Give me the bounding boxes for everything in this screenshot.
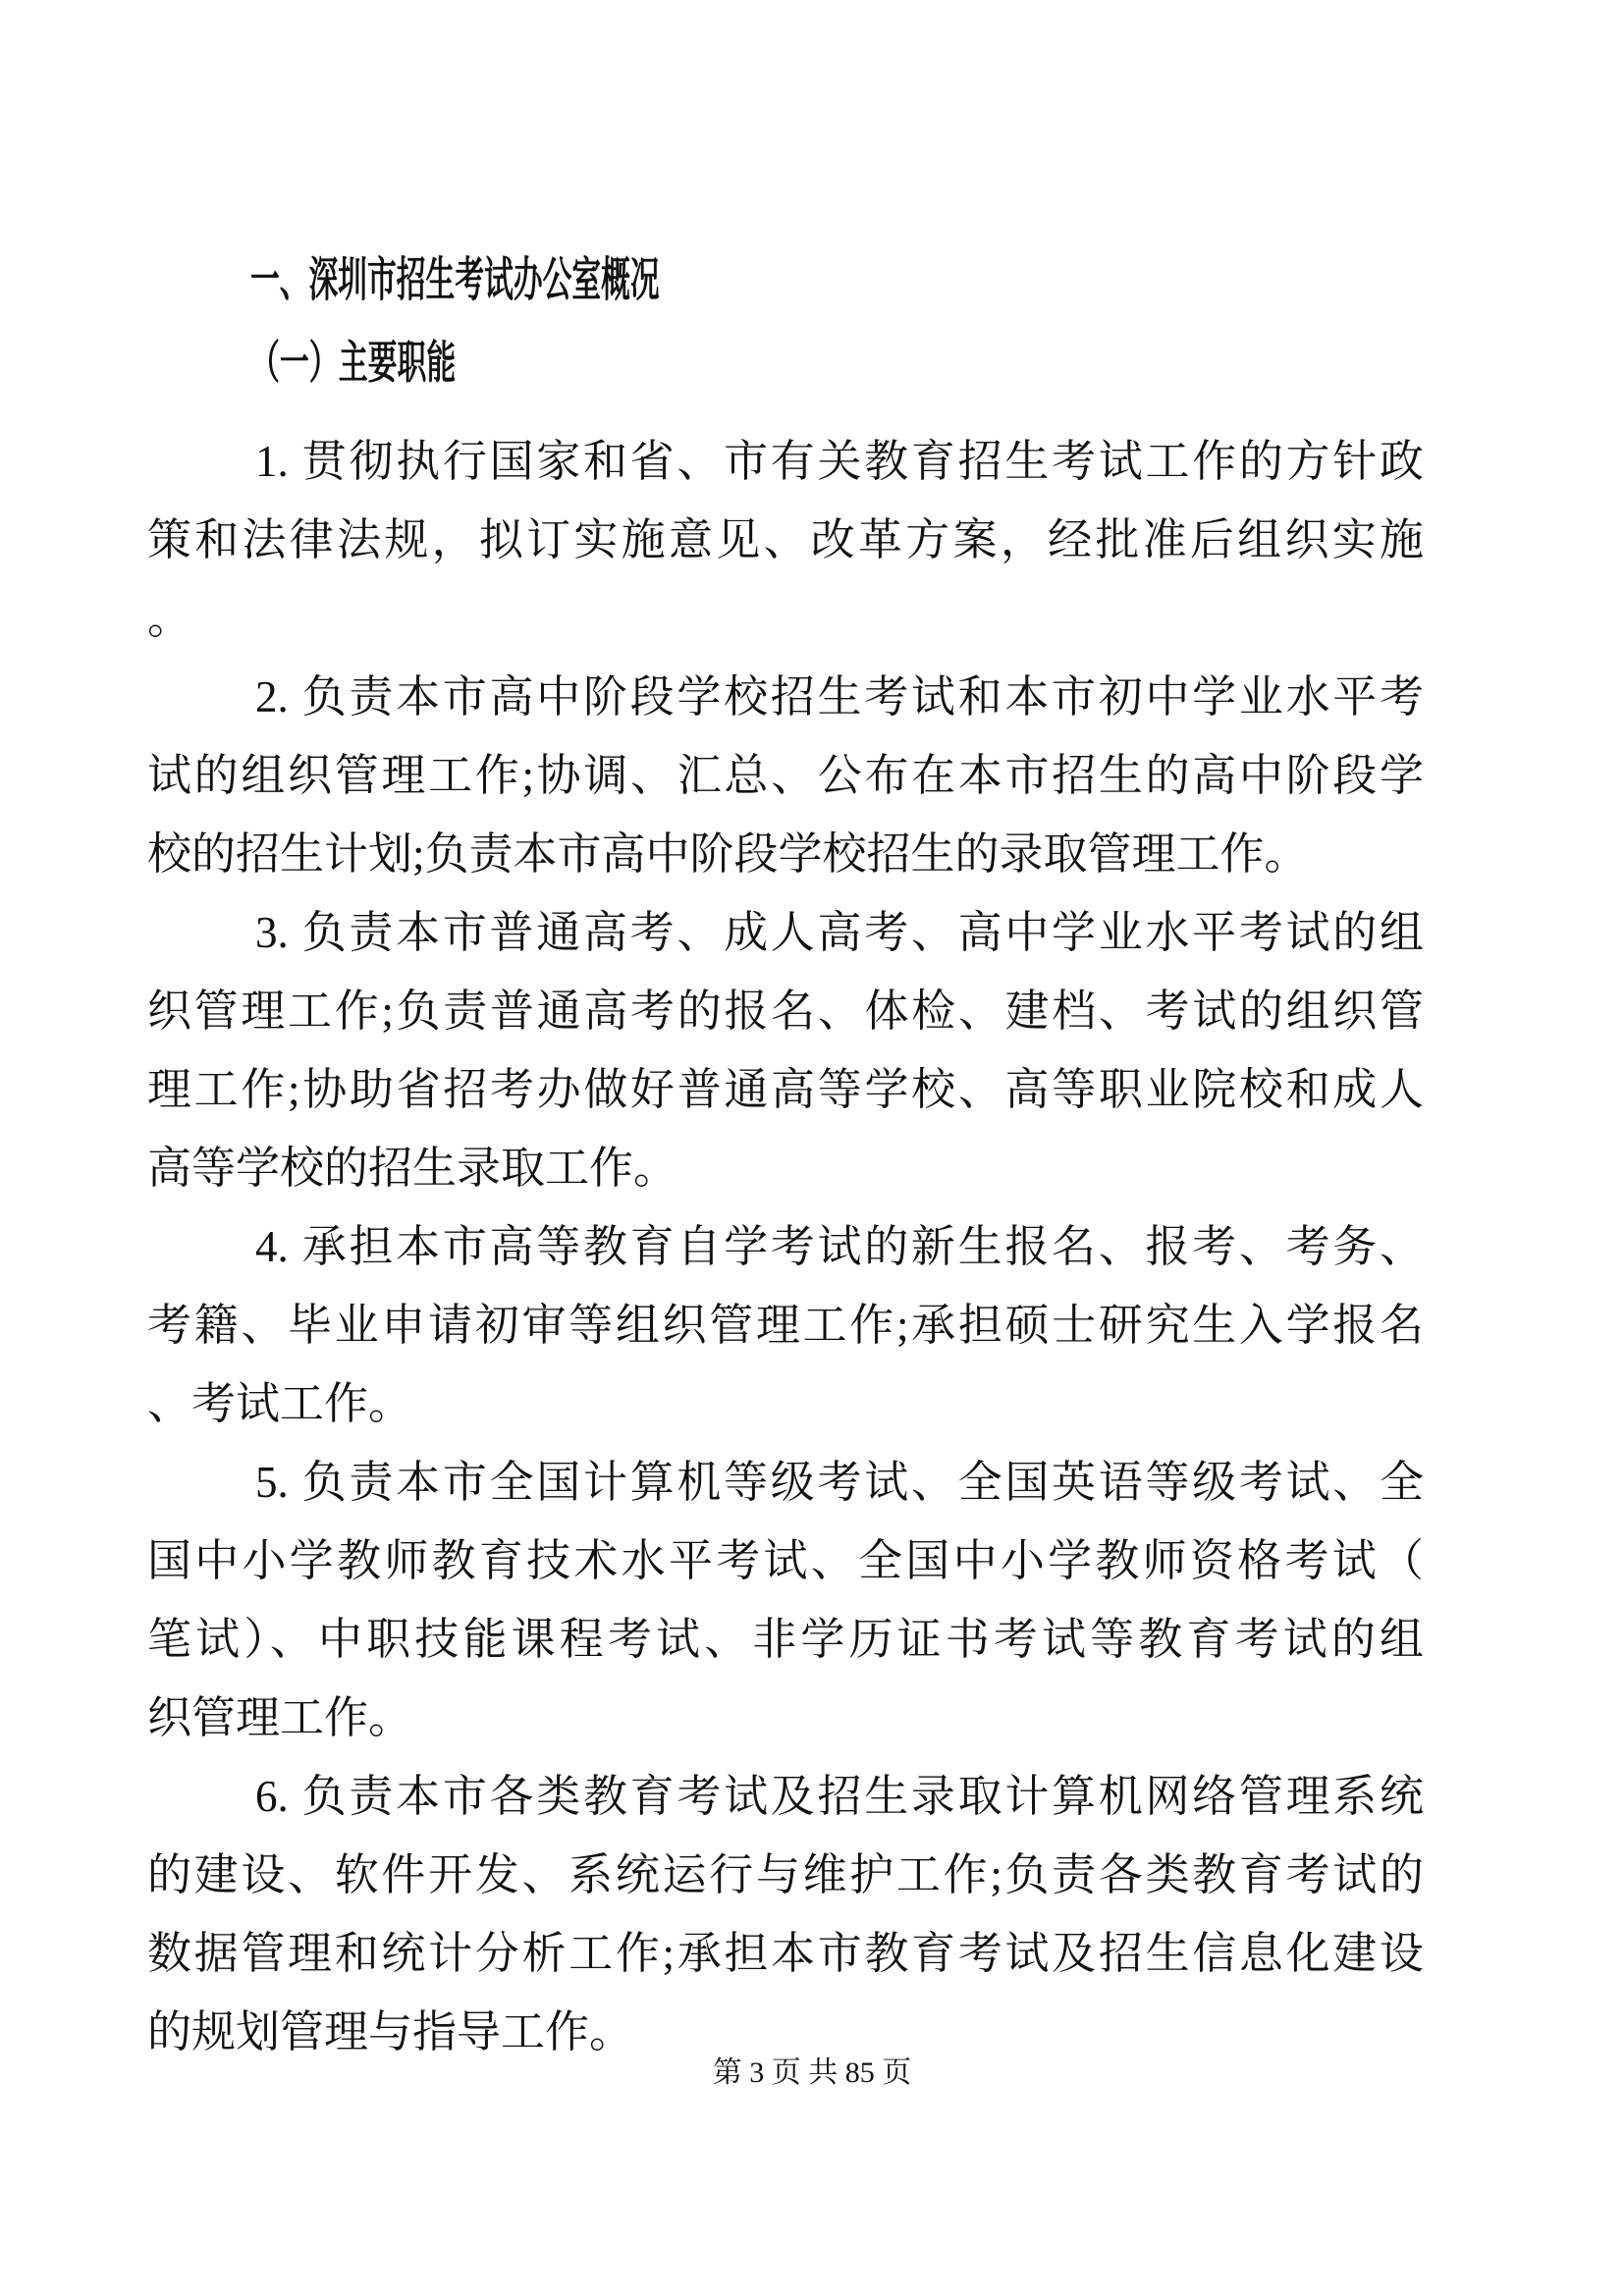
paragraph-2 bbox=[147, 658, 1424, 893]
paragraph-line: 5. 负责本市全国计算机等级考试、全国英语等级考试、全 bbox=[255, 1458, 1424, 1507]
paragraph-line: 数据管理和统计分析工作;承担本市教育考试及招生信息化建设 bbox=[147, 1929, 1424, 1978]
paragraph-line: 3. 负责本市普通高考、成人高考、高中学业水平考试的组 bbox=[255, 908, 1424, 957]
paragraph-line: 织管理工作。 bbox=[147, 1693, 413, 1742]
paragraph-line: 织管理工作;负责普通高考的报名、体检、建档、考试的组织管 bbox=[147, 987, 1424, 1036]
paragraph-6 bbox=[147, 1757, 1424, 2071]
paragraph-line: 笔试）、中职技能课程考试、非学历证书考试等教育考试的组 bbox=[147, 1615, 1424, 1664]
paragraph-line: 高等学校的招生录取工作。 bbox=[147, 1144, 678, 1193]
paragraph-4 bbox=[147, 1207, 1424, 1443]
paragraph-1 bbox=[147, 422, 1424, 658]
paragraph-line: 策和法律法规，拟订实施意见、改革方案，经批准后组织实施 bbox=[147, 515, 1424, 564]
paragraph-line: 。 bbox=[147, 594, 192, 643]
paragraph-line: 国中小学教师教育技术水平考试、全国中小学教师资格考试（ bbox=[147, 1536, 1424, 1585]
page-number-footer: 第 3 页 共 85 页 bbox=[712, 2056, 912, 2089]
paragraph-line: 理工作;协助省招考办做好普通高等学校、高等职业院校和成人 bbox=[147, 1065, 1424, 1114]
paragraph-line: 考籍、毕业申请初审等组织管理工作;承担硕士研究生入学报名 bbox=[147, 1301, 1424, 1350]
subsection-heading: （一）主要职能 bbox=[250, 338, 457, 388]
document-body bbox=[147, 255, 1424, 2071]
paragraph-5 bbox=[147, 1443, 1424, 1757]
paragraph-line: 、考试工作。 bbox=[147, 1379, 413, 1428]
paragraph-line: 的规划管理与指导工作。 bbox=[147, 2007, 634, 2056]
paragraph-line: 校的招生计划;负责本市高中阶段学校招生的录取管理工作。 bbox=[147, 829, 1309, 879]
section-heading: 一、深圳市招生考试办公室概况 bbox=[250, 254, 660, 306]
paragraph-3 bbox=[147, 893, 1424, 1207]
paragraph-line: 1. 贯彻执行国家和省、市有关教育招生考试工作的方针政 bbox=[255, 437, 1424, 486]
paragraph-line: 4. 承担本市高等教育自学考试的新生报名、报考、考务、 bbox=[255, 1222, 1424, 1271]
paragraph-line: 试的组织管理工作;协调、汇总、公布在本市招生的高中阶段学 bbox=[147, 751, 1424, 800]
paragraph-line: 2. 负责本市高中阶段学校招生考试和本市初中学业水平考 bbox=[255, 672, 1424, 721]
paragraph-line: 的建设、软件开发、系统运行与维护工作;负责各类教育考试的 bbox=[147, 1850, 1424, 1899]
paragraph-line: 6. 负责本市各类教育考试及招生录取计算机网络管理系统 bbox=[255, 1772, 1424, 1821]
